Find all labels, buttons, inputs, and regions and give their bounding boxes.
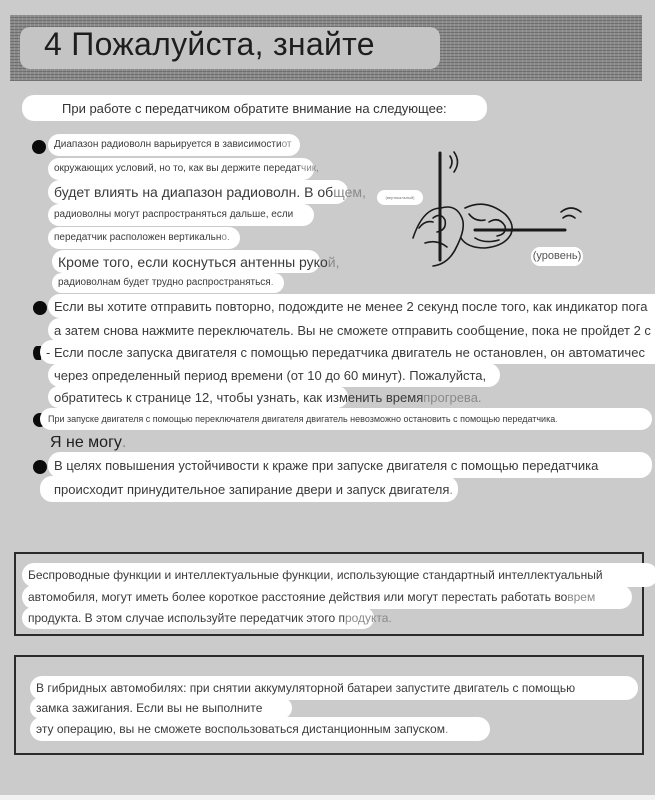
line-tail: родукта.: [344, 611, 392, 625]
line-text: Если вы хотите отправить повторно, подождите не менее 2 секунд после того, как индикатор пога: [54, 298, 648, 314]
line-tail: щем,: [333, 184, 366, 200]
section1-line: [48, 204, 314, 226]
notice1-line: [22, 607, 392, 629]
line-tail: прогрева.: [423, 389, 482, 405]
section1-line: [48, 227, 240, 249]
line-tail: .: [444, 722, 449, 736]
notice2-line: [30, 717, 490, 741]
line-text: Беспроводные функции и интеллектуальные функции, использующие стандартный интеллектуальн: [28, 568, 588, 582]
section1-line: [48, 158, 319, 180]
line-tail: ый: [587, 568, 603, 582]
line-tail: .: [555, 413, 558, 424]
section3-line: [48, 363, 500, 387]
intro-label: При работе с передатчиком обратите внимание на следующее:: [62, 100, 447, 116]
bullet-icon: [32, 140, 46, 154]
line-tail: от: [281, 139, 292, 150]
line-text: обратитесь к странице 12, чтобы узнать, как изменить время: [54, 389, 424, 405]
bullet-icon: [33, 301, 47, 315]
level-label: [531, 247, 583, 266]
line-text: передатчик расположен вертикальн: [54, 232, 222, 243]
line-text: окружающих условий, но то, как вы держите передат: [54, 163, 301, 174]
vertical-label: [377, 190, 423, 205]
section1-line: [48, 180, 366, 204]
section2-line: [48, 318, 655, 342]
line-text: будет влиять на диапазон радиоволн. В об: [54, 184, 334, 200]
line-text: В целях повышения устойчивости к краже при запуске двигателя с помощью передатчика: [54, 457, 599, 473]
section2-line: [48, 294, 655, 318]
intro-text: [22, 95, 487, 121]
line-tail: .: [121, 434, 127, 451]
line-tail: врем: [567, 590, 596, 604]
section5-line: [48, 452, 652, 478]
line-text: Диапазон радиоволн варьируется в зависимости: [54, 139, 282, 150]
page-title: 4 Пожалуйста, знайте: [44, 26, 375, 62]
line-tail: чик,: [301, 163, 319, 174]
line-tail: й,: [327, 253, 340, 270]
section4-line: [40, 408, 652, 430]
section3-line: [48, 386, 482, 408]
notice1-line: [22, 563, 655, 587]
line-text: а затем снова нажмите переключатель. Вы не сможете отправить сообщение, пока не пройдет 2 с: [54, 322, 651, 338]
line-tail: о.: [221, 232, 230, 243]
line-text: автомобиля, могут иметь более короткое расстояние действия или могут перестать работать во: [28, 590, 568, 604]
line-text: происходит принудительное запирание двери и запуск двигателя: [54, 481, 450, 497]
section3-line: [40, 340, 655, 364]
level-label-text: (уровень): [532, 250, 582, 262]
line-text: В гибридных автомобилях: при снятии аккумуляторной батареи запустите двигатель с помощью: [36, 681, 576, 695]
vertical-label-text: (вертикальный): [385, 194, 415, 200]
notice1-line: [22, 585, 632, 609]
line-text: радиоволны могут распространяться дальше, если: [54, 209, 294, 220]
line-tail: е: [255, 701, 263, 715]
line-tail: .: [449, 481, 453, 497]
line-tail: .: [270, 277, 274, 288]
bullet-icon: [33, 460, 47, 474]
line-text: При запуске двигателя с помощью переключателя двигателя двигатель невозможно остановить с помощью передатчика: [48, 413, 556, 424]
line-text: - Если после запуска двигателя с помощью передатчика двигатель не остановлен, он автоматичес: [46, 344, 645, 360]
section1-line: [48, 134, 300, 156]
page-bottom-edge: [0, 795, 655, 800]
line-text: Я не могу: [50, 434, 122, 451]
notice2-line: [30, 697, 292, 719]
line-text: эту операцию, вы не сможете воспользоваться дистанционным запуском: [36, 722, 445, 736]
line-text: через определенный период времени (от 10 до 60 минут). Пожалуйста,: [54, 367, 487, 383]
line-text: Кроме того, если коснуться антенны руко: [58, 253, 328, 270]
line-text: замка зажигания. Если вы не выполнит: [36, 701, 256, 715]
section1-line: [52, 250, 340, 273]
section5-line: [40, 476, 458, 502]
section1-line: [52, 273, 284, 293]
line-text: радиоволнам будет трудно распространяться: [58, 277, 271, 288]
line-text: продукта. В этом случае используйте передатчик этого п: [28, 611, 345, 625]
